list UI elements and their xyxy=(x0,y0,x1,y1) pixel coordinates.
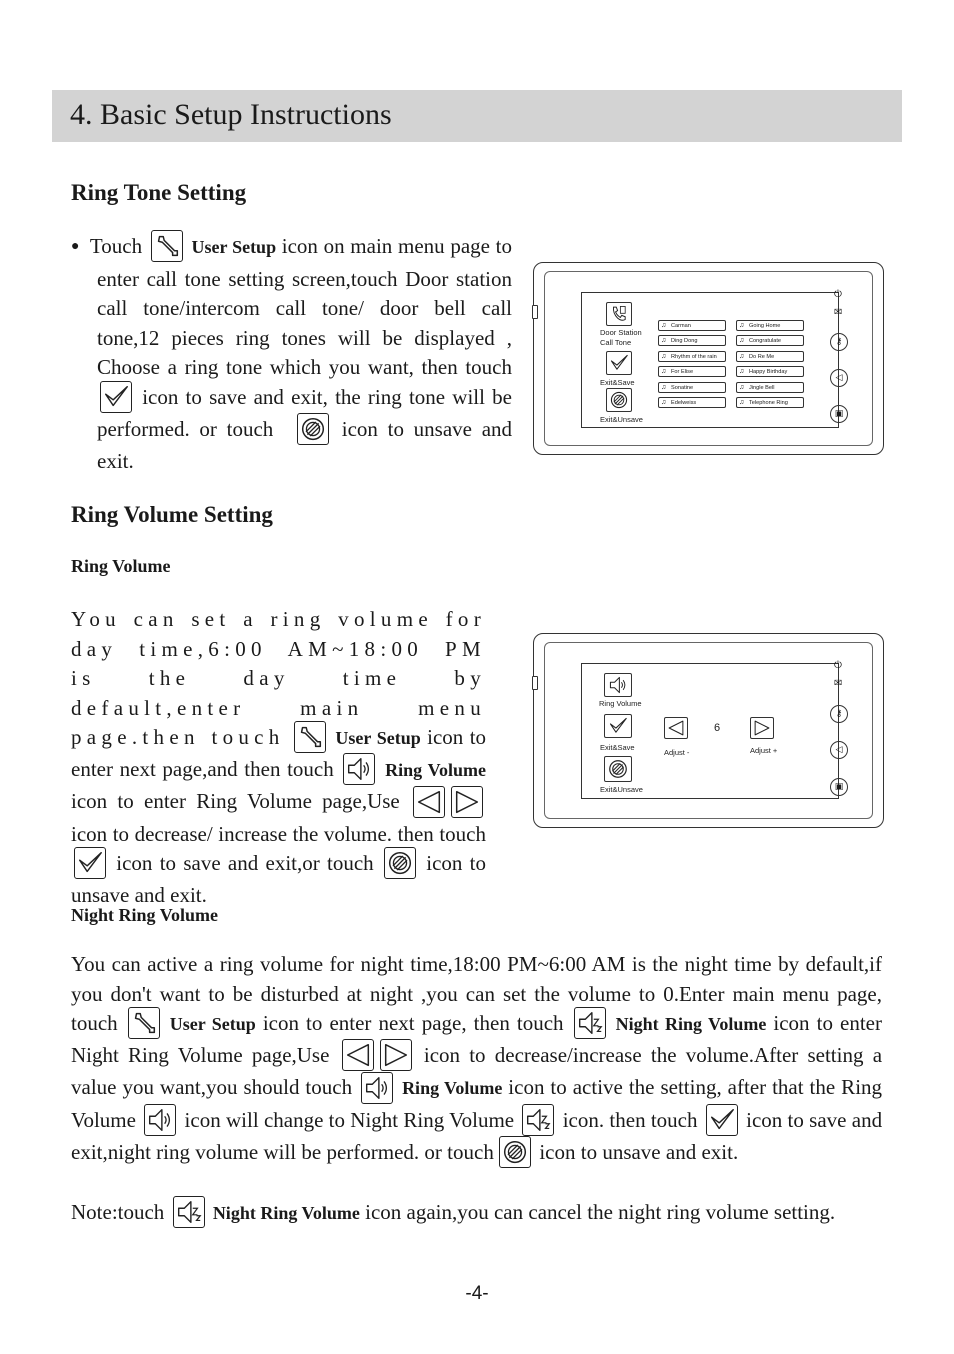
cancel-icon xyxy=(499,1136,531,1168)
ring-tone-item xyxy=(736,397,804,408)
ring-tone-label: Do Re Me xyxy=(749,353,775,360)
adjust-minus-label: Adjust - xyxy=(664,748,690,757)
music-note-icon: ♫ xyxy=(739,383,745,391)
text: icon to enter Ring Volume page,Use xyxy=(71,789,400,814)
ring-volume-label: Ring Volume xyxy=(599,699,642,708)
volume-value: 6 xyxy=(714,722,721,734)
ring-tone-label: Ding Dong xyxy=(671,338,698,345)
ring-tone-label: Going Home xyxy=(749,323,781,329)
text: icon. then touch xyxy=(562,1107,698,1132)
mail-icon: ✉ xyxy=(834,307,843,318)
cancel-icon xyxy=(606,388,632,412)
night-ring-volume-paragraph xyxy=(71,950,882,1170)
text: icon to save and exit,night ring volume will be performed. or touch xyxy=(71,1107,883,1164)
music-note-icon: ♫ xyxy=(661,337,667,345)
text: Note:touch xyxy=(71,1200,165,1224)
monitor-screen xyxy=(581,663,839,799)
power-icon: ⏻ xyxy=(834,289,842,300)
ring-tone-label: Carman xyxy=(671,323,691,329)
section-banner xyxy=(52,90,902,142)
exit-unsave-label: Exit&Unsave xyxy=(600,415,643,424)
music-note-icon: ♫ xyxy=(661,383,667,391)
text: icon to unsave and exit. xyxy=(539,1139,739,1164)
speaker-icon xyxy=(343,753,375,785)
music-note-icon: ♫ xyxy=(661,352,667,360)
user-setup-label: User Setup xyxy=(191,237,277,257)
cancel-icon xyxy=(604,756,632,782)
text: icon again,you can cancel the night ring volume setting. xyxy=(365,1200,836,1224)
check-icon xyxy=(100,381,132,413)
speaker-button: ◁ xyxy=(830,741,848,759)
check-icon xyxy=(74,847,106,879)
ring-tone-item xyxy=(658,397,726,408)
ring-tone-label: Rhythm of the rain xyxy=(671,353,717,360)
speaker-icon xyxy=(144,1104,176,1136)
monitor-illustration-ring-tone xyxy=(533,262,884,455)
right-arrow-icon xyxy=(750,717,774,739)
check-icon xyxy=(606,351,632,375)
ring-tone-label: Telephone Ring xyxy=(749,400,788,406)
music-note-icon: ♫ xyxy=(661,368,667,376)
user-setup-label: User Setup xyxy=(335,728,421,748)
text: Touch xyxy=(89,234,143,258)
left-arrow-icon xyxy=(342,1039,374,1071)
ring-tone-item xyxy=(736,320,804,331)
ring-tone-item xyxy=(658,366,726,377)
left-arrow-icon xyxy=(664,717,688,739)
door-button: ▣ xyxy=(830,778,848,796)
night-ring-volume-label: Night Ring Volume xyxy=(615,1014,767,1034)
ring-tone-label: Edelweiss xyxy=(671,400,697,406)
adjust-plus-label: Adjust + xyxy=(750,746,778,755)
key-button: ⚷ xyxy=(830,705,848,723)
user-setup-label: User Setup xyxy=(169,1014,256,1034)
page-number: -4- xyxy=(465,1283,489,1304)
music-note-icon: ♫ xyxy=(739,352,745,360)
ring-tone-item xyxy=(736,366,804,377)
monitor-screen xyxy=(581,292,839,428)
text: icon to enter next page,and then touch xyxy=(71,725,487,782)
ring-tone-label: Happy Birthday xyxy=(749,369,788,376)
ring-tone-label: Congratulate xyxy=(749,338,782,345)
ring-tone-item xyxy=(736,351,804,362)
ring-volume-heading: Ring Volume Setting xyxy=(71,502,273,527)
speaker-button: ◁ xyxy=(830,369,848,387)
power-icon: ⏻ xyxy=(834,660,842,671)
left-arrow-icon xyxy=(413,786,445,818)
text: icon to enter Night Ring Volume page,Use xyxy=(71,1011,882,1068)
wrench-icon xyxy=(294,721,326,753)
music-note-icon: ♫ xyxy=(739,322,745,329)
monitor-illustration-ring-volume xyxy=(533,633,884,828)
key-button: ⚷ xyxy=(830,333,848,351)
ring-tone-paragraph xyxy=(71,232,512,476)
note-paragraph xyxy=(71,1198,882,1230)
ring-volume-paragraph xyxy=(71,605,486,911)
speaker-icon xyxy=(604,673,632,697)
speaker-icon xyxy=(361,1072,393,1104)
bullet: ● xyxy=(71,239,80,254)
right-arrow-icon xyxy=(380,1039,412,1071)
text: icon to decrease/increase the volume.After setting a value you want,you should touch xyxy=(71,1043,883,1100)
cancel-icon xyxy=(384,847,416,879)
night-volume-icon xyxy=(522,1104,554,1136)
text: icon to unsave and exit. xyxy=(71,851,487,908)
music-note-icon: ♫ xyxy=(661,399,667,406)
ring-tone-label: Jingle Bell xyxy=(749,384,775,391)
check-icon xyxy=(706,1104,738,1136)
ring-tone-label: Sonatine xyxy=(671,384,694,391)
ring-tone-item xyxy=(736,335,804,346)
night-ring-volume-label: Night Ring Volume xyxy=(212,1203,360,1223)
ring-tone-item xyxy=(658,320,726,331)
ring-tone-item xyxy=(736,382,804,393)
wrench-icon xyxy=(128,1007,160,1039)
text: icon to save and exit, the ring tone will be performed. or touch xyxy=(97,384,512,441)
exit-unsave-label: Exit&Unsave xyxy=(600,785,643,794)
night-volume-icon xyxy=(173,1196,205,1228)
door-station-label: Door Station xyxy=(600,328,642,337)
text: You can active a ring volume for night time,18:00 PM~6:00 AM is the night time by default,if you don't want to be disturbed at night ,you can set the volume to 0.Enter main menu page, touch xyxy=(71,952,882,1035)
wrench-icon xyxy=(151,230,183,262)
music-note-icon: ♫ xyxy=(739,399,745,406)
text: icon to decrease/ increase the volume. then touch xyxy=(71,821,486,846)
exit-save-label: Exit&Save xyxy=(600,378,635,387)
check-icon xyxy=(604,714,632,738)
text: icon to unsave and exit. xyxy=(97,416,513,473)
text: icon to save and exit,or touch xyxy=(116,851,374,876)
music-note-icon: ♫ xyxy=(739,368,745,376)
ring-volume-label: Ring Volume xyxy=(385,760,487,781)
music-note-icon: ♫ xyxy=(739,337,745,345)
ring-volume-subheading: Ring Volume xyxy=(71,556,171,576)
music-note-icon: ♫ xyxy=(661,322,667,329)
night-ring-volume-subheading: Night Ring Volume xyxy=(71,905,219,925)
phone-icon xyxy=(606,302,632,326)
ring-tone-item xyxy=(658,351,726,362)
mail-icon: ✉ xyxy=(834,678,843,689)
ring-tone-item xyxy=(658,382,726,393)
call-tone-label: Call Tone xyxy=(600,338,632,347)
section-title: 4. Basic Setup Instructions xyxy=(70,98,392,131)
right-arrow-icon xyxy=(451,786,483,818)
cancel-icon xyxy=(297,413,329,445)
text: icon to enter next page, then touch xyxy=(262,1011,564,1035)
ring-tone-heading: Ring Tone Setting xyxy=(71,180,247,205)
night-volume-icon xyxy=(574,1007,606,1039)
ring-tone-label: For Elise xyxy=(671,369,694,376)
ring-tone-item xyxy=(658,335,726,346)
door-button: ▣ xyxy=(830,405,848,423)
text: You can set a ring volume for day time,6:00 AM~18:00 PM is the day time by default,enter main menu page.then touch xyxy=(71,607,486,749)
text: icon will change to Night Ring Volume xyxy=(184,1107,515,1132)
ring-volume-label: Ring Volume xyxy=(402,1078,503,1099)
text: icon on main menu page to enter call tone setting screen,touch Door station call tone/intercom call tone/ door bell call tone,12 pieces ring tones will be displayed , Choose a ring tone which you want, then touch xyxy=(97,234,512,379)
text: icon to active the setting, after that the Ring Volume xyxy=(71,1075,883,1132)
exit-save-label: Exit&Save xyxy=(600,743,635,752)
